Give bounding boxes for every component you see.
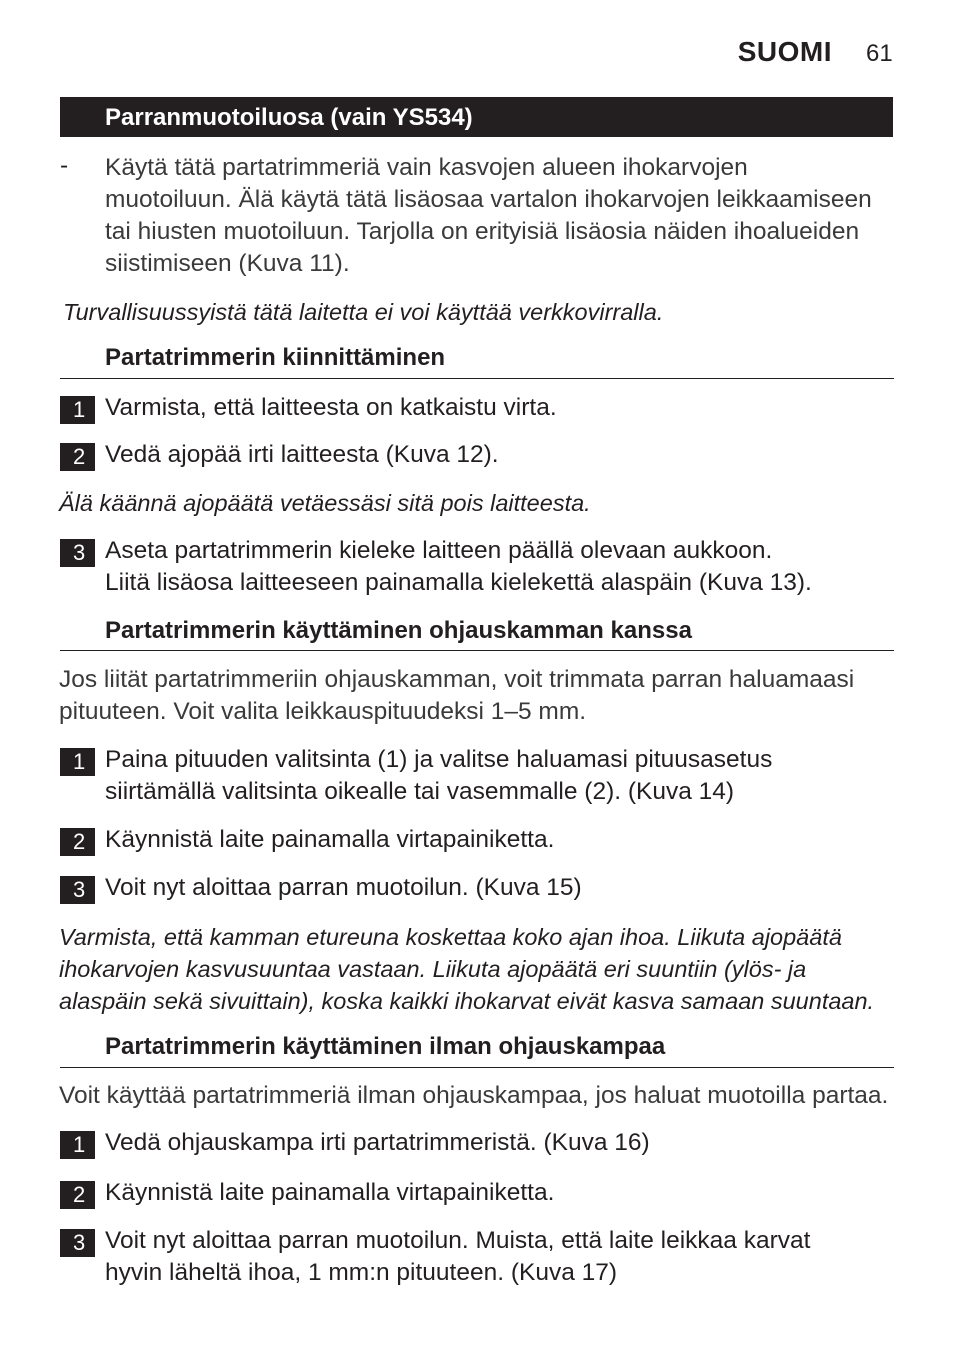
text-line: ihokarvojen kasvusuuntaa vastaan. Liikuta ajopäätä eri suuntiin (ylös- ja [59, 956, 807, 982]
section-intro: Voit käyttää partatrimmeriä ilman ohjauskampaa, jos haluat muotoilla partaa. [59, 1082, 889, 1109]
text-line: muotoiluun. Älä käytä tätä lisäosaa vartalon ihokarvojen leikkaamiseen [105, 186, 872, 213]
text-line: Jos liität partatrimmeriin ohjauskamman, voit trimmata parran haluamaasi [59, 666, 855, 693]
step-number: 2 [60, 1181, 95, 1209]
bullet-dash: - [60, 152, 69, 179]
text-line: Voit nyt aloittaa parran muotoilun. Muista, että laite leikkaa karvat [105, 1227, 811, 1254]
banner-title: Parranmuotoiluosa (vain YS534) [105, 104, 473, 131]
text-line: pituuteen. Voit valita leikkauspituudeksi 1–5 mm. [59, 698, 587, 725]
step-text: Voit nyt aloittaa parran muotoilun. (Kuva 15) [105, 874, 582, 901]
section-rule [60, 378, 894, 379]
text-line: Varmista, että kamman etureuna koskettaa koko ajan ihoa. Liikuta ajopäätä [59, 924, 842, 950]
step-text [105, 1225, 810, 1289]
step-number: 1 [60, 748, 95, 776]
step-text: Vedä ohjauskampa irti partatrimmeristä. (Kuva 16) [105, 1129, 650, 1156]
text-line: Käytä tätä partatrimmeriä vain kasvojen alueen ihokarvojen [105, 154, 748, 181]
section-rule [60, 650, 894, 651]
section-rule [60, 1067, 894, 1068]
text-line: Aseta partatrimmerin kieleke laitteen päällä olevaan aukkoon. [105, 537, 773, 564]
usage-note [59, 921, 874, 1017]
step-text: Vedä ajopää irti laitteesta (Kuva 12). [105, 441, 499, 468]
step-text [105, 744, 772, 808]
text-line: siistimiseen (Kuva 11). [105, 250, 350, 277]
language-label: SUOMI [737, 36, 832, 67]
section-heading: Partatrimmerin käyttäminen ilman ohjauskampaa [105, 1033, 666, 1060]
step-text [105, 535, 812, 599]
step-number: 3 [60, 1229, 95, 1257]
section-heading: Partatrimmerin käyttäminen ohjauskamman kanssa [105, 617, 692, 644]
section-banner [60, 97, 893, 137]
step-text: Varmista, että laitteesta on katkaistu virta. [105, 394, 557, 421]
step-number: 1 [60, 396, 95, 424]
section-heading: Partatrimmerin kiinnittäminen [105, 344, 446, 371]
intro-paragraph [105, 152, 872, 280]
text-line: siirtämällä valitsinta oikealle tai vasemmalle (2). (Kuva 14) [105, 778, 735, 805]
step-text: Käynnistä laite painamalla virtapainiketta. [105, 1179, 555, 1206]
step-text: Käynnistä laite painamalla virtapainiketta. [105, 826, 555, 853]
warning-note: Älä käännä ajopäätä vetäessäsi sitä pois laitteesta. [59, 490, 591, 516]
text-line: hyvin läheltä ihoa, 1 mm:n pituuteen. (Kuva 17) [105, 1259, 618, 1286]
text-line: alaspäin sekä sivuittain), koska kaikki ihokarvat eivät kasva samaan suuntaan. [59, 988, 875, 1014]
text-line: Liitä lisäosa laitteeseen painamalla kielekettä alaspäin (Kuva 13). [105, 569, 812, 596]
step-number: 2 [60, 443, 95, 471]
safety-note: Turvallisuussyistä tätä laitetta ei voi käyttää verkkovirralla. [63, 299, 664, 325]
step-number: 3 [60, 876, 95, 904]
page-number: 61 [866, 40, 893, 67]
step-number: 2 [60, 828, 95, 856]
section-intro [59, 664, 854, 728]
text-line: tai hiusten muotoiluun. Tarjolla on erityisiä lisäosia näiden ihoalueiden [105, 218, 860, 245]
step-number: 3 [60, 539, 95, 567]
text-line: Paina pituuden valitsinta (1) ja valitse haluamasi pituusasetus [105, 746, 773, 773]
step-number: 1 [60, 1131, 95, 1159]
